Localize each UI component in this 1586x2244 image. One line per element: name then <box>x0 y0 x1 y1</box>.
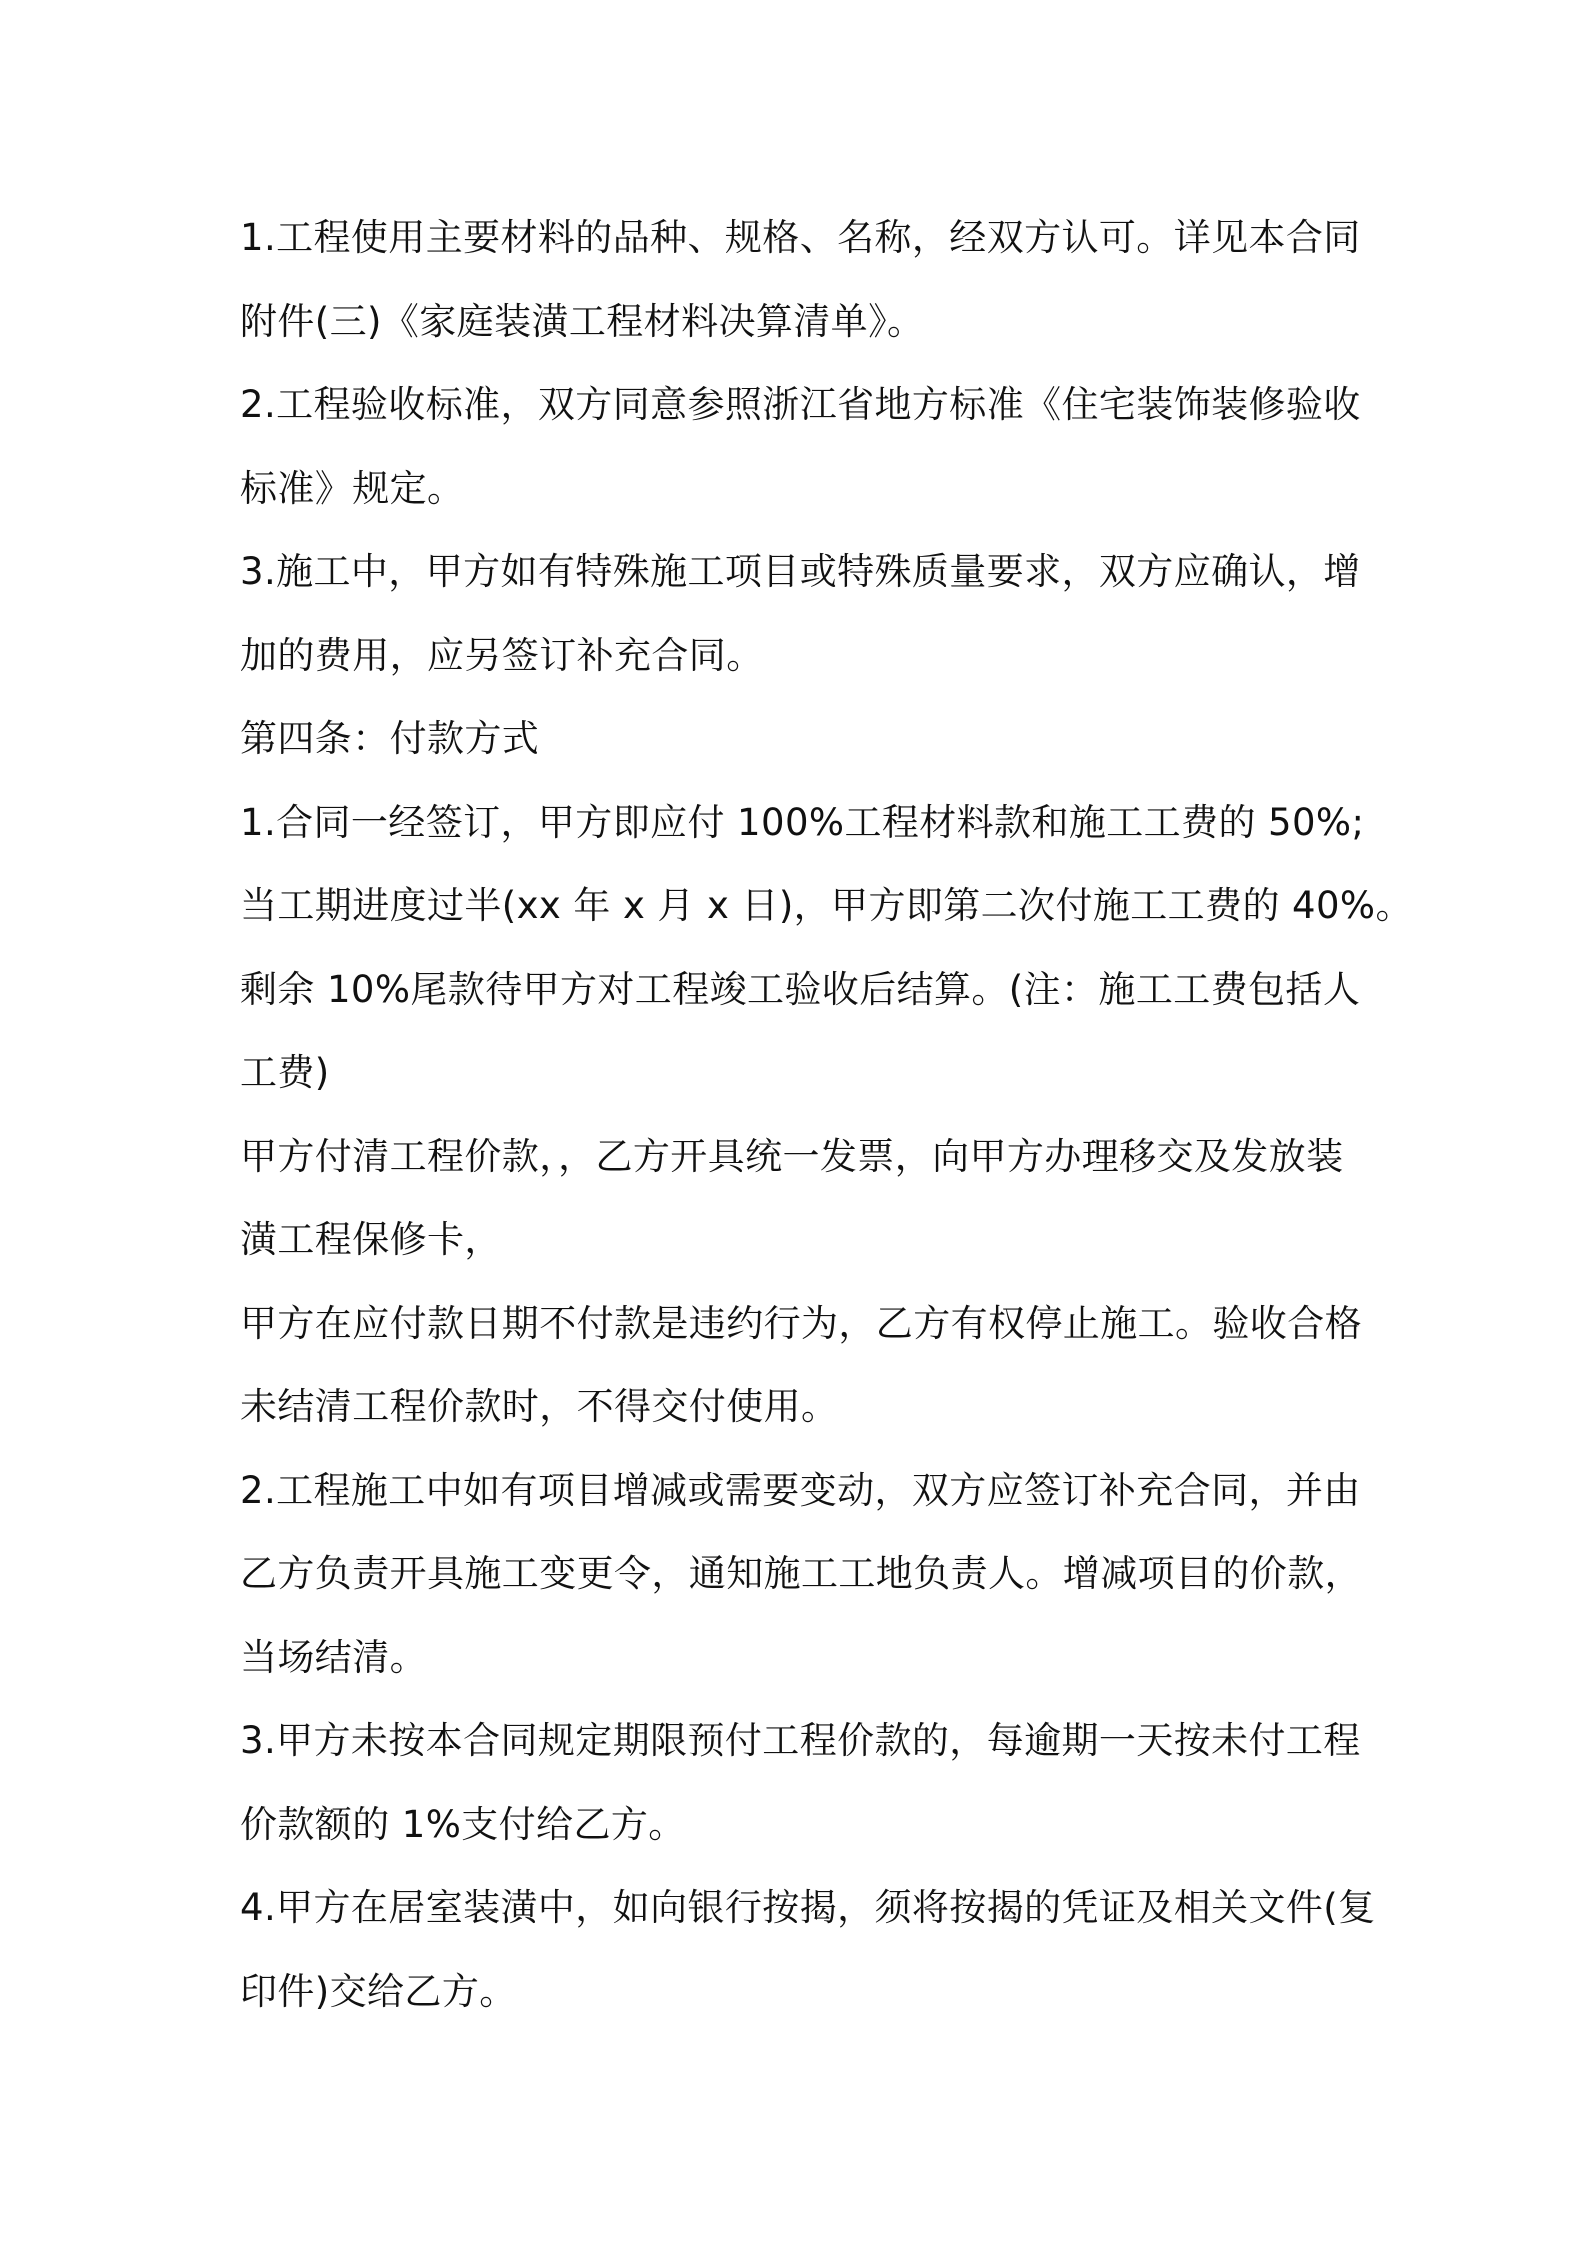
text-line: 未结清工程价款时，不得交付使用。 <box>240 1385 839 1428</box>
text-line: 当场结清。 <box>240 1635 427 1679</box>
text-line: 2.工程施工中如有项目增减或需要变动，双方应签订补充合同，并由 <box>240 1468 1361 1512</box>
text-line: 1.工程使用主要材料的品种、规格、名称，经双方认可。详见本合同 <box>240 216 1361 259</box>
text-line: 4.甲方在居室装潢中，如向银行按揭，须将按揭的凭证及相关文件(复 <box>240 1886 1376 1929</box>
document-body <box>240 196 1413 2033</box>
text-line: 剩余 10%尾款待甲方对工程竣工验收后结算。(注：施工工费包括人 <box>240 967 1361 1011</box>
text-line: 3.甲方未按本合同规定期限预付工程价款的，每逾期一天按未付工程 <box>240 1719 1361 1762</box>
section-heading: 第四条：付款方式 <box>240 717 540 760</box>
text-line: 1.合同一经签订，甲方即应付 100%工程材料款和施工工费的 50%; <box>240 800 1365 844</box>
text-line: 乙方负责开具施工变更令，通知施工工地负责人。增减项目的价款， <box>240 1552 1362 1595</box>
text-line: 2.工程验收标准，双方同意参照浙江省地方标准《住宅装饰装修验收 <box>240 383 1361 426</box>
text-line: 当工期进度过半(xx 年 x 月 x 日)，甲方即第二次付施工工费的 40%。 <box>240 884 1413 927</box>
text-line: 加的费用，应另签订补充合同。 <box>240 633 764 677</box>
text-line: 甲方付清工程价款，，乙方开具统一发票，向甲方办理移交及发放装 <box>240 1134 1344 1178</box>
text-line: 潢工程保修卡， <box>240 1218 502 1261</box>
text-line: 附件(三)《家庭装潢工程材料决算清单》。 <box>240 299 925 343</box>
text-line: 标准》规定。 <box>240 466 465 510</box>
text-line: 价款额的 1%支付给乙方。 <box>240 1802 686 1846</box>
text-line: 3.施工中，甲方如有特殊施工项目或特殊质量要求，双方应确认，增 <box>240 550 1361 593</box>
text-line: 甲方在应付款日期不付款是违约行为，乙方有权停止施工。验收合格 <box>240 1301 1362 1345</box>
text-line: 工费) <box>240 1051 330 1094</box>
text-line: 印件)交给乙方。 <box>240 1969 517 2013</box>
